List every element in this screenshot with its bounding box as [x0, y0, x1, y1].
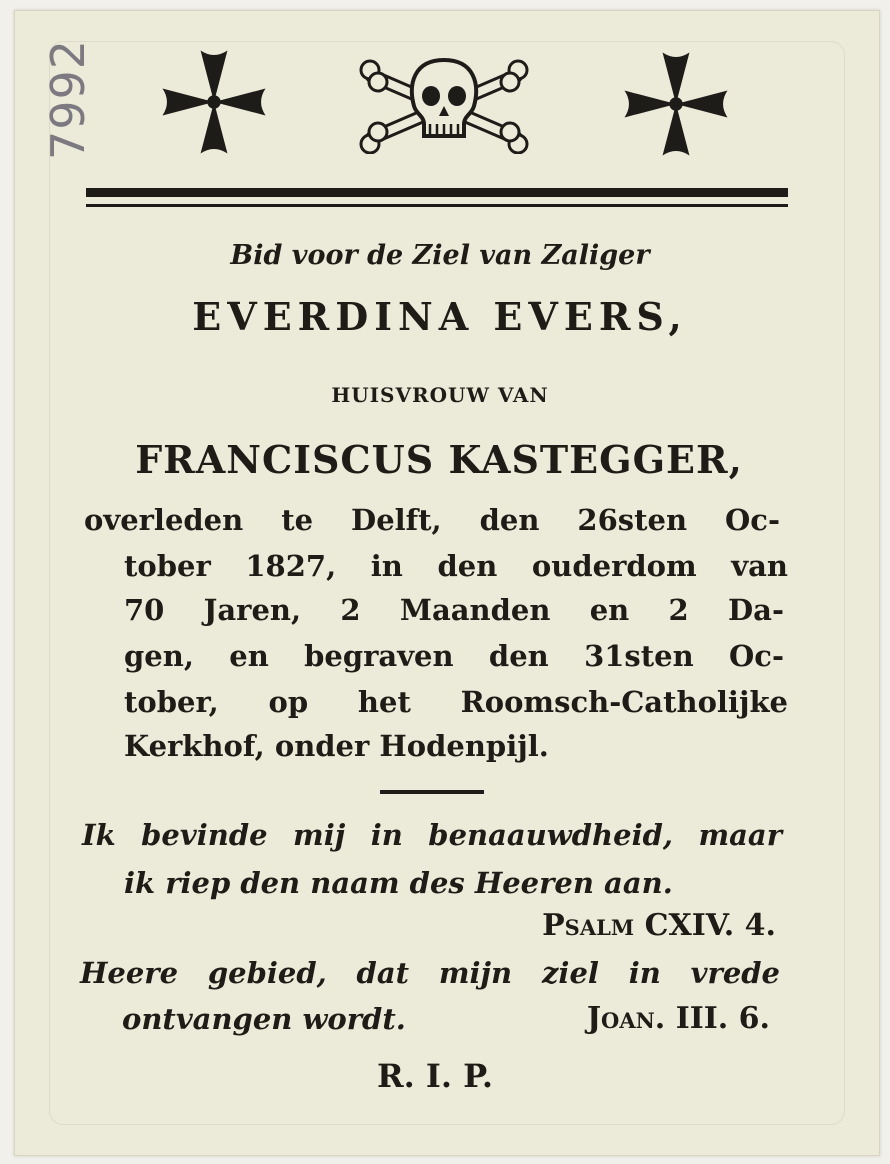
body-line: gen, en begraven den 31sten Oc-	[124, 639, 784, 673]
scripture-reference: Psalm CXIV. 4.	[542, 908, 776, 943]
prayer-line: Bid voor de Ziel van Zaliger	[230, 240, 650, 271]
body-line: tober 1827, in den ouderdom van	[124, 549, 788, 583]
verse-line: Ik bevinde mij in benaauwdheid, maar	[82, 818, 782, 852]
verse-line: Heere gebied, dat mijn ziel in vrede	[80, 956, 780, 990]
double-rule-top	[86, 188, 788, 197]
archive-number: 7992	[41, 38, 95, 160]
verse-line: ik riep den naam des Heeren aan.	[124, 866, 673, 900]
body-line: Kerkhof, onder Hodenpijl.	[124, 729, 549, 763]
closing-rip: R. I. P.	[376, 1057, 494, 1095]
cross-pattee-icon	[620, 48, 732, 160]
scripture-reference: Joan. III. 6.	[586, 1001, 770, 1036]
spouse-name: FRANCISCUS KASTEGGER,	[135, 437, 743, 482]
body-line: 70 Jaren, 2 Maanden en 2 Da-	[124, 593, 784, 627]
cross-pattee-icon	[158, 46, 270, 158]
body-line: overleden te Delft, den 26sten Oc-	[84, 503, 780, 537]
body-line: tober, op het Roomsch-Catholijke	[124, 685, 788, 719]
skull-and-crossbones-icon	[358, 58, 530, 154]
relation-line: HUISVROUW VAN	[331, 383, 549, 407]
deceased-name: EVERDINA EVERS,	[192, 294, 688, 339]
double-rule-bottom	[86, 204, 788, 207]
separator-rule	[380, 790, 484, 794]
verse-line: ontvangen wordt.	[122, 1002, 406, 1036]
